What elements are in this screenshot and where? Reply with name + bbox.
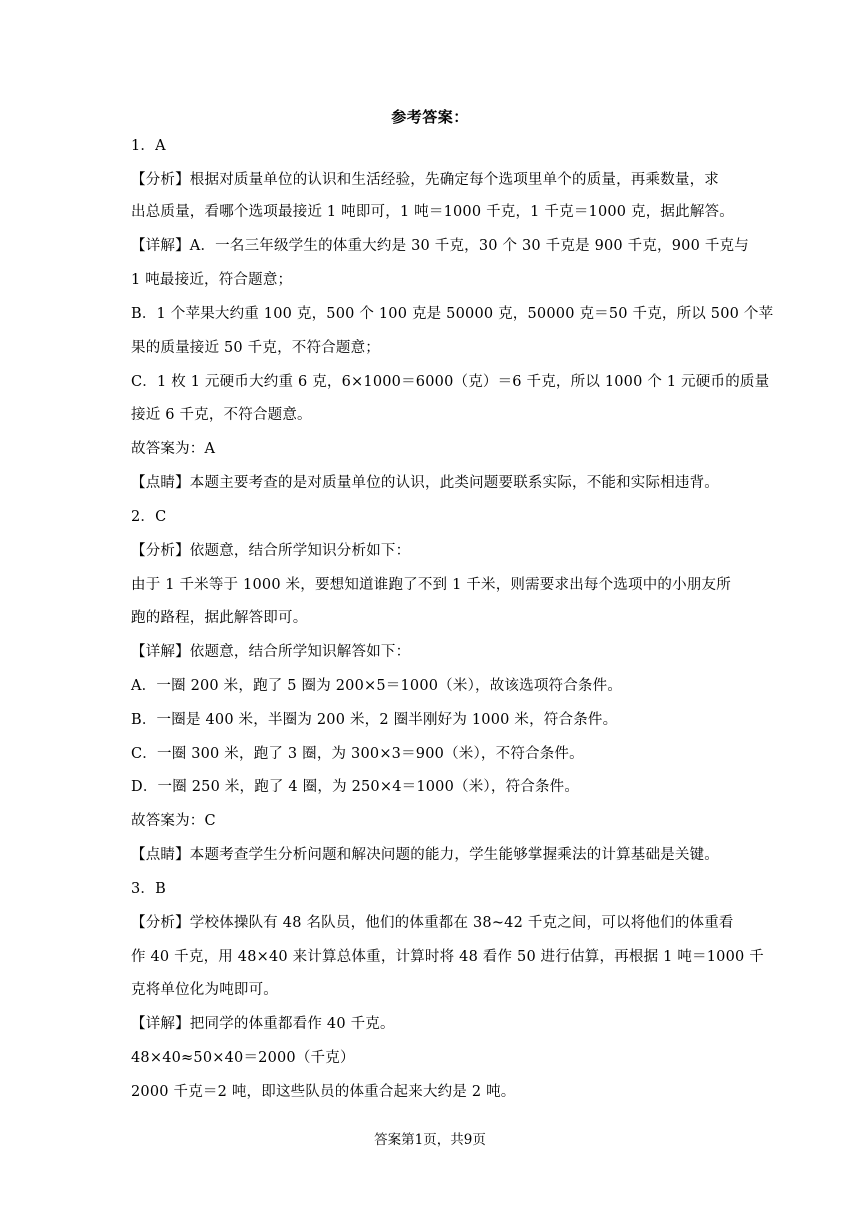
answer-line: 【详解】把同学的体重都看作 40 千克。 bbox=[131, 1016, 395, 1032]
answer-line: 接近 6 千克，不符合题意。 bbox=[131, 407, 312, 423]
answer-line: B．1 个苹果大约重 100 克，500 个 100 克是 50000 克，50000 克＝50 千克，所以 500 个苹 bbox=[131, 306, 774, 322]
answer-line: 【点睛】本题考查学生分析问题和解决问题的能力，学生能够掌握乘法的计算基础是关键。 bbox=[131, 847, 719, 863]
answer-line: B．一圈是 400 米，半圈为 200 米，2 圈半刚好为 1000 米，符合条件。 bbox=[131, 712, 618, 728]
page-footer: 答案第1页，共9页 bbox=[374, 1132, 486, 1148]
page-title: 参考答案： bbox=[391, 108, 469, 126]
answer-line: 故答案为：C bbox=[131, 813, 216, 829]
answer-line: 克将单位化为吨即可。 bbox=[131, 982, 278, 998]
answer-line: 【分析】根据对质量单位的认识和生活经验，先确定每个选项里单个的质量，再乘数量，求 bbox=[131, 172, 719, 188]
answer-line: 48×40≈50×40＝2000（千克） bbox=[131, 1050, 355, 1066]
answer-line: 2000 千克＝2 吨，即这些队员的体重合起来大约是 2 吨。 bbox=[131, 1084, 516, 1100]
answer-line: 故答案为：A bbox=[131, 441, 216, 457]
answer-line: C．一圈 300 米，跑了 3 圈，为 300×3＝900（米），不符合条件。 bbox=[131, 746, 584, 762]
answer-line: 【详解】A．一名三年级学生的体重大约是 30 千克，30 个 30 千克是 900 千克，900 千克与 bbox=[131, 238, 749, 254]
answer-line: 【分析】学校体操队有 48 名队员，他们的体重都在 38~42 千克之间，可以将他们的体重看 bbox=[131, 915, 734, 931]
answer-line: 【详解】依题意，结合所学知识解答如下： bbox=[131, 644, 411, 660]
answer-line: 果的质量接近 50 千克，不符合题意； bbox=[131, 340, 380, 356]
answer-line: A．一圈 200 米，跑了 5 圈为 200×5＝1000（米），故该选项符合条件。 bbox=[131, 678, 623, 694]
answer-line: D．一圈 250 米，跑了 4 圈，为 250×4＝1000（米），符合条件。 bbox=[131, 779, 580, 795]
answer-line: 作 40 千克，用 48×40 来计算总体重，计算时将 48 看作 50 进行估算，再根据 1 吨＝1000 千 bbox=[131, 949, 764, 965]
answer-line: 1 吨最接近，符合题意； bbox=[131, 272, 293, 288]
answer-line: 由于 1 千米等于 1000 米，要想知道谁跑了不到 1 千米，则需要求出每个选项中的小朋友所 bbox=[131, 577, 731, 593]
answer-line: 【分析】依题意，结合所学知识分析如下： bbox=[131, 543, 411, 559]
answer-line: 出总质量，看哪个选项最接近 1 吨即可，1 吨＝1000 千克，1 千克＝1000 克，据此解答。 bbox=[131, 204, 734, 220]
answer-line: 2．C bbox=[131, 509, 167, 525]
answer-line: 【点睛】本题主要考查的是对质量单位的认识，此类问题要联系实际，不能和实际相违背。 bbox=[131, 475, 719, 491]
answer-line: 跑的路程，据此解答即可。 bbox=[131, 610, 308, 626]
answer-line: 1．A bbox=[131, 138, 166, 154]
answer-line: C．1 枚 1 元硬币大约重 6 克，6×1000＝6000（克）＝6 千克，所以 1000 个 1 元硬币的质量 bbox=[131, 374, 770, 390]
answer-line: 3．B bbox=[131, 881, 166, 897]
